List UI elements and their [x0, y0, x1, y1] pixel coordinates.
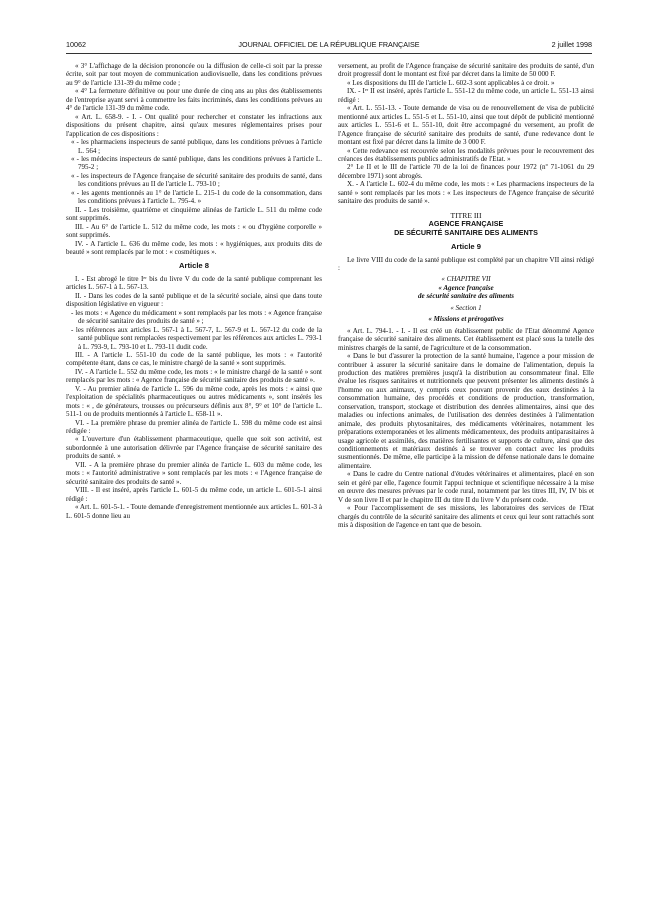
list-item: « - les pharmaciens inspecteurs de santé publique, dans les conditions prévues à l'article L. 564 ; [71, 138, 322, 155]
chapter-title-line-2: de sécurité sanitaire des aliments [418, 292, 514, 301]
paragraph: VI. - La première phrase du premier alinéa de l'article L. 598 du même code est ainsi rédigée : [66, 418, 322, 436]
paragraph: IV. - A l'article L. 636 du même code, les mots : « hygiéniques, aux produits dits de beauté » sont remplacés par le mot : « cosmétiques ». [66, 239, 322, 256]
paragraph: VII. - A la première phrase du premier alinéa de l'article L. 603 du même code, les mots : « l'autorité administrative » sont remplacés par les mots : « l'Agence française de sécurité sanitaire des produits de santé ». [66, 460, 322, 486]
paragraph: II. - Les troisième, quatrième et cinquième alinéas de l'article L. 511 du même code sont supprimés. [66, 205, 322, 223]
header-rule [66, 53, 592, 54]
paragraph: V. - Au premier alinéa de l'article L. 596 du même code, après les mots : « ainsi que l'exploitation de spécialités pharmaceutiques ou autres médicaments », sont insérés les mots : « , de générateurs, trousses ou précurseurs définis aux 8°, 9° et 10° de l'article L. 511-1 ou de produits mentionnés à l'article L. 658-11 ». [66, 384, 322, 419]
paragraph: « Dans le but d'assurer la protection de la santé humaine, l'agence a pour mission de contribuer à assurer la sécurité sanitaire dans le domaine de l'alimentation, depuis la production des matières premières jusqu'à la distribution au consommateur final. Elle évalue les risques sanitaires et nutritionnels que peuvent présenter les aliments destinés à l'homme ou aux animaux, y compris ceux pouvant provenir des eaux destinées à la consommation humaine, des procédés et conditions de production, transformation, conservation, transport, stockage et distribution des denrées alimentaires, ainsi que des maladies ou infections animales, de l'utilisation des denrées destinées à l'alimentation animale, des produits phytosanitaires, des médicaments vétérinaires, notamment les préparations extemporanées et les aliments médicamenteux, des produits antiparasitaires à usage agricole et assimilés, des matières fertilisantes et supports de culture, ainsi que des conditionnements et matériaux destinés à se trouver en contact avec les produits susmentionnés. De même, elle participe à la mission de défense nationale dans le domaine alimentaire. [338, 352, 594, 470]
paragraph: 2° Le II et le III de l'article 70 de la loi de finances pour 1972 (nº 71-1061 du 29 décembre 1971) sont abrogés. [338, 163, 594, 180]
paragraph: « Art. L. 601-5-1. - Toute demande d'enregistrement mentionnée aux articles L. 601-3 à L. 601-5 donne lieu au [66, 503, 322, 520]
section-title: « Missions et prérogatives [428, 315, 504, 324]
paragraph: « Dans le cadre du Centre national d'études vétérinaires et alimentaires, placé en son sein et géré par elle, l'agence fournit l'appui technique et scientifique nécessaire à la mise en œuvre des mesures prévues par le code rural, notamment par les titres III, IV, IV bis et V de son livre II et par le chapitre III du titre II du livre V du présent code. [338, 470, 594, 504]
page-number: 10062 [66, 40, 86, 49]
paragraph: « Art. L. 658-9. - I. - Ont qualité pour rechercher et constater les infractions aux dispositions du présent chapitre, ainsi qu'aux mesures réglementaires prises pour l'application de ces dispositions : [66, 112, 322, 138]
list-item: - les références aux articles L. 567-1 à L. 567-7, L. 567-9 et L. 567-12 du code de la santé publique sont remplacées respectivement par les références aux articles L. 793-1 à L. 793-9, L. 793-10 et L. 793-11 dudit code. [71, 325, 322, 351]
article-heading: Article 9 [451, 242, 481, 252]
paragraph: « Pour l'accomplissement de ses missions, les laboratoires des services de l'Etat chargés du contrôle de la sécurité sanitaire des aliments et ceux qui leur sont rattachés sont mis à disposition de l'agence en tant que de besoin. [338, 504, 594, 530]
section-heading: « Section 1 [450, 303, 482, 312]
paragraph: « Art. L. 551-13. - Toute demande de visa ou de renouvellement de visa de publicité mentionné aux articles L. 551-5 et L. 551-10, ainsi que tout dépôt de publicité mentionné aux articles L. 551-6 et L. 551-10, doit être accompagné du versement, au profit de l'Agence française de sécurité sanitaire des produits de santé, d'une redevance dont le montant est fixé par décret dans la limite de 3 000 F. [338, 104, 594, 147]
paragraph: IX. - Iᵉʳ II est inséré, après l'article L. 551-12 du même code, un article L. 551-13 ainsi rédigé : [338, 87, 594, 104]
paragraph: « 3° L'affichage de la décision prononcée ou la diffusion de celle-ci soit par la presse écrite, soit par tout moyen de communication audiovisuelle, dans les conditions prévues au 9° de l'article 131-39 du même code ; [66, 62, 322, 87]
paragraph: III. - A l'article L. 551-10 du code de la santé publique, les mots : « l'autorité compétente étant, dans ce cas, le ministre chargé de la santé » sont supprimés. [66, 350, 322, 368]
paragraph: Le livre VIII du code de la santé publique est complété par un chapitre VII ainsi rédigé : [338, 255, 594, 272]
paragraph: « Cette redevance est recouvrée selon les modalités prévues pour le recouvrement des créances des établissements publics administratifs de l'Etat. » [338, 146, 594, 163]
right-column [338, 62, 594, 530]
issue-date: 2 juillet 1998 [551, 40, 592, 49]
paragraph: III. - Au 6° de l'article L. 512 du même code, les mots : « ou d'hygiène corporelle » sont supprimés. [66, 222, 322, 240]
journal-title: JOURNAL OFFICIEL DE LA RÉPUBLIQUE FRANÇAISE [238, 40, 420, 49]
paragraph: « Les dispositions du III de l'article L. 602-3 sont applicables à ce droit. » [347, 78, 555, 87]
paragraph: I. - Est abrogé le titre Iᵉʳ bis du livre V du code de la santé publique comprenant les articles L. 567-1 à L. 567-13. [66, 274, 322, 292]
title-number: TITRE III [450, 210, 482, 220]
paragraph: versement, au profit de l'Agence française de sécurité sanitaire des produits de santé, d'un droit progressif dont le montant est fixé par décret dans la limite de 50 000 F. [338, 62, 594, 79]
paragraph: VIII. - Il est inséré, après l'article L. 601-5 du même code, un article L. 601-5-1 ainsi rédigé : [66, 486, 322, 503]
left-column [66, 62, 322, 520]
list-item: « - les agents mentionnés au 1° de l'article L. 215-1 du code de la consommation, dans les conditions prévues à l'article L. 795-4. » [71, 188, 322, 206]
article-heading: Article 8 [179, 261, 209, 271]
list-item: « - les médecins inspecteurs de santé publique, dans les conditions prévues à l'article L. 795-2 ; [71, 154, 322, 172]
paragraph: II. - Dans les codes de la santé publique et de la sécurité sociale, ainsi que dans toute disposition législative en vigueur : [66, 291, 322, 309]
title-heading-line-1: AGENCE FRANÇAISE [428, 219, 504, 229]
title-heading-line-2: DE SÉCURITÉ SANITAIRE DES ALIMENTS [394, 227, 538, 237]
paragraph: IV. - A l'article L. 552 du même code, les mots : « le ministre chargé de la santé » sont remplacés par les mots : « Agence française de sécurité sanitaire des produits de santé ». [66, 367, 322, 385]
page-header [66, 40, 592, 54]
paragraph: « 4° La fermeture définitive ou pour une durée de cinq ans au plus des établissements de l'entreprise ayant servi à commettre les faits incriminés, dans les conditions prévues au 4° de l'article 131-39 du même code. [66, 87, 322, 113]
paragraph: X. - A l'article L. 602-4 du même code, les mots : « Les pharmaciens inspecteurs de la santé » sont remplacés par les mots : « Les inspecteurs de l'Agence française de sécurité sanitaire des produits de santé ». [338, 180, 594, 206]
list-item: « - les inspecteurs de l'Agence française de sécurité sanitaire des produits de santé, dans les conditions prévues au II de l'article L. 793-10 ; [71, 171, 322, 189]
chapter-heading: « CHAPITRE VII [441, 275, 491, 284]
chapter-title-line-1: « Agence française [438, 283, 494, 292]
paragraph: « L'ouverture d'un établissement pharmaceutique, quelle que soit son activité, est subordonnée à une autorisation délivrée par l'Agence française de sécurité sanitaire des produits de santé. » [66, 435, 322, 461]
paragraph: « Art. L. 794-1. - I. - Il est créé un établissement public de l'Etat dénommé Agence française de sécurité sanitaire des aliments. Cet établissement est placé sous la tutelle des ministres chargés de la santé, de l'agriculture et de la consommation. [338, 326, 594, 352]
list-item: - les mots : « Agence du médicament » sont remplacés par les mots : « Agence française de sécurité sanitaire des produits de santé » ; [71, 308, 322, 326]
